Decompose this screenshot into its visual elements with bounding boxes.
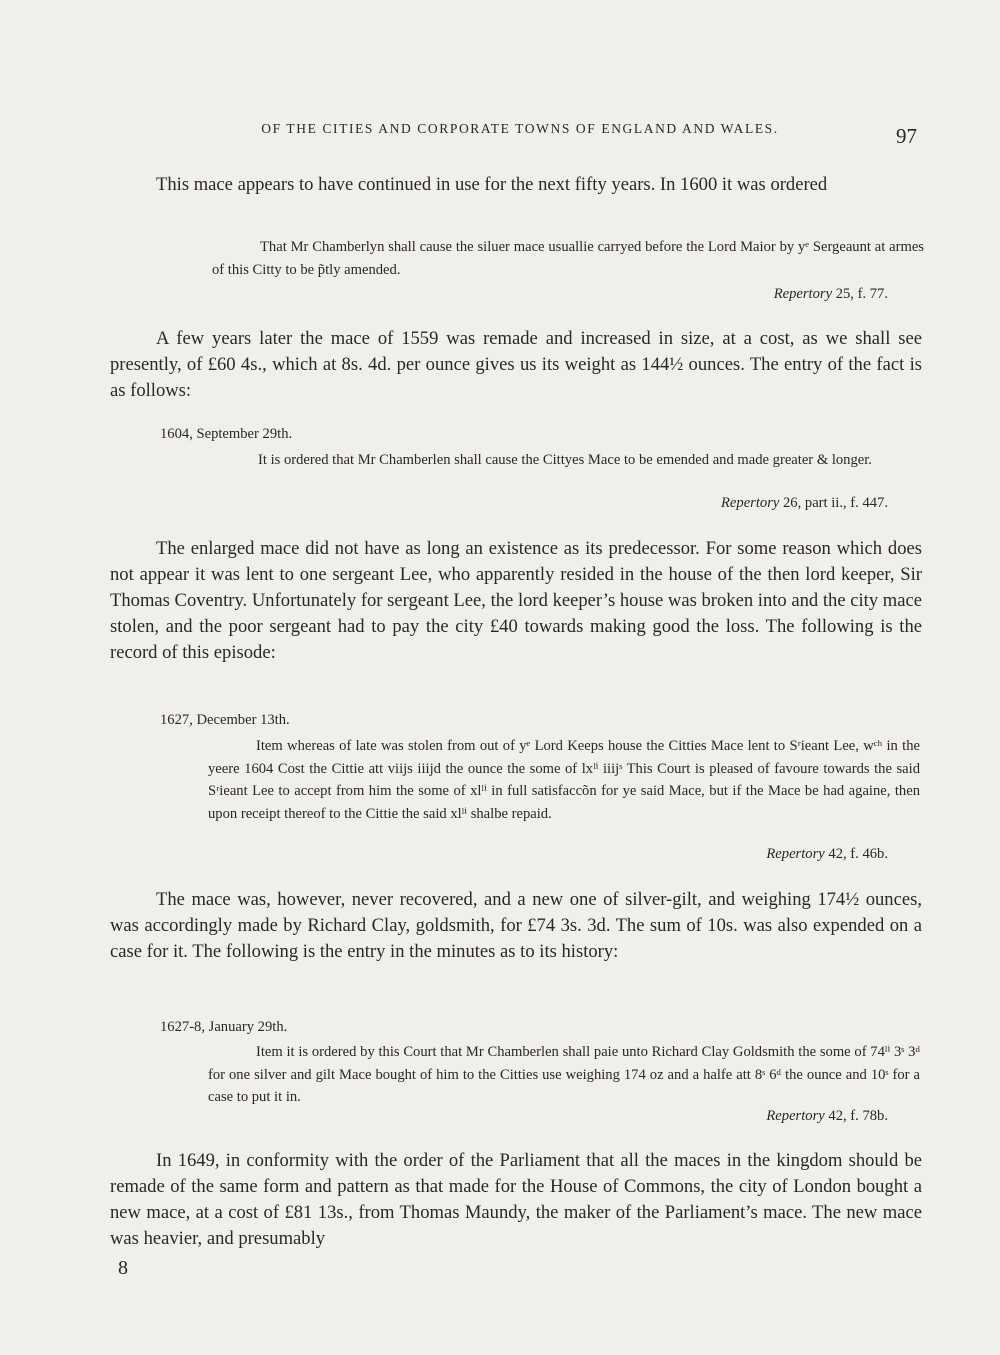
citation-3 (766, 846, 888, 863)
citation-4-source: Repertory (766, 1108, 825, 1124)
paragraph-3-text: The enlarged mace did not have as long an existence as its predecessor. For some reason which does not appear it was lent to one sergeant Lee, who apparently resided in the house of the then lord keeper, Sir Thomas Coventry. Unfortunately for sergeant Lee, the lord keeper’s house was broken into and the city mace stolen, and the poor sergeant had to pay the city £40 towards making good the loss. The following is the record of this episode: (110, 538, 922, 663)
quote-3-text: Item whereas of late was stolen from out of yᵉ Lord Keeps house the Citties Mace lent to Sʳieant Lee, wᶜʰ in the yeere 1604 Cost the Cittie att viijs iiijd the ounce the some of lxˡⁱ iiijˢ This Court is pleased of favoure towards the said Sʳieant Lee to accept from him the some of xlˡⁱ in full satisfaccõn for ye said Mace, but if the Mace be had againe, then upon receipt thereof to the Cittie the said xlˡⁱ shalbe repaid. (208, 738, 920, 822)
citation-2 (721, 495, 888, 512)
paragraph-1 (110, 172, 922, 198)
citation-4 (766, 1108, 888, 1125)
quote-3-date: 1627, December 13th. (160, 712, 290, 728)
paragraph-2-text: A few years later the mace of 1559 was remade and increased in size, at a cost, as we shall see presently, of £60 4s., which at 8s. 4d. per ounce gives us its weight as 144½ ounces. The entry of the fact is as follows: (110, 328, 922, 401)
citation-3-source: Repertory (766, 846, 825, 862)
paragraph-3 (110, 536, 922, 666)
paragraph-4 (110, 887, 922, 965)
citation-1-source: Repertory (773, 286, 833, 302)
citation-4-ref: 42, f. 78b. (824, 1108, 888, 1124)
quote-2-date: 1604, September 29th. (160, 426, 293, 442)
paragraph-5 (110, 1148, 922, 1252)
citation-3-ref: 42, f. 46b. (824, 846, 888, 862)
quote-4-date: 1627-8, January 29th. (160, 1019, 288, 1035)
quote-4-text: Item it is ordered by this Court that Mr Chamberlen shall paie unto Richard Clay Goldsmith the some of 74ˡⁱ 3ˢ 3ᵈ for one silver and gilt Mace bought of him to the Citties use weighing 174 oz and a halfe att 8ˢ 6ᵈ the ounce and 10ˢ for a case to put it in. (208, 1044, 920, 1105)
paragraph-4-text: The mace was, however, never recovered, and a new one of silver-gilt, and weighing 174½ ounces, was accordingly made by Richard Clay, goldsmith, for £74 3s. 3d. The sum of 10s. was also expended on a case for it. The following is the entry in the minutes as to its history: (110, 889, 922, 962)
page-number: 97 (896, 124, 917, 148)
citation-1 (774, 286, 888, 303)
quote-1-text: That Mr Chamberlyn shall cause the siluer mace usuallie carryed before the Lord Maior by yᵉ Sergeaunt at armes of this Citty to be p̃tly amended. (212, 239, 924, 278)
citation-2-source: Repertory (721, 495, 780, 511)
quote-2 (210, 449, 922, 472)
quote-1 (212, 236, 924, 281)
quote-4 (208, 1041, 920, 1109)
paragraph-1-text: This mace appears to have continued in use for the next fifty years. In 1600 it was ordered (156, 174, 828, 195)
quote-2-text: It is ordered that Mr Chamberlen shall cause the Cittyes Mace to be emended and made greater & longer. (258, 452, 872, 468)
paragraph-5-text: In 1649, in conformity with the order of the Parliament that all the maces in the kingdom should be remade of the same form and pattern as that made for the House of Commons, the city of London bought a new mace, at a cost of £81 13s., from Thomas Maundy, the maker of the Parliament’s mace. The new mace was heavier, and presumably (110, 1150, 922, 1249)
quote-3 (208, 735, 920, 825)
citation-1-ref: 25, f. 77. (832, 286, 888, 302)
paragraph-2 (110, 326, 922, 404)
citation-2-ref: 26, part ii., f. 447. (779, 495, 888, 511)
signature-mark: 8 (118, 1257, 128, 1279)
running-title: OF THE CITIES AND CORPORATE TOWNS OF ENGLAND AND WALES. (261, 121, 779, 136)
